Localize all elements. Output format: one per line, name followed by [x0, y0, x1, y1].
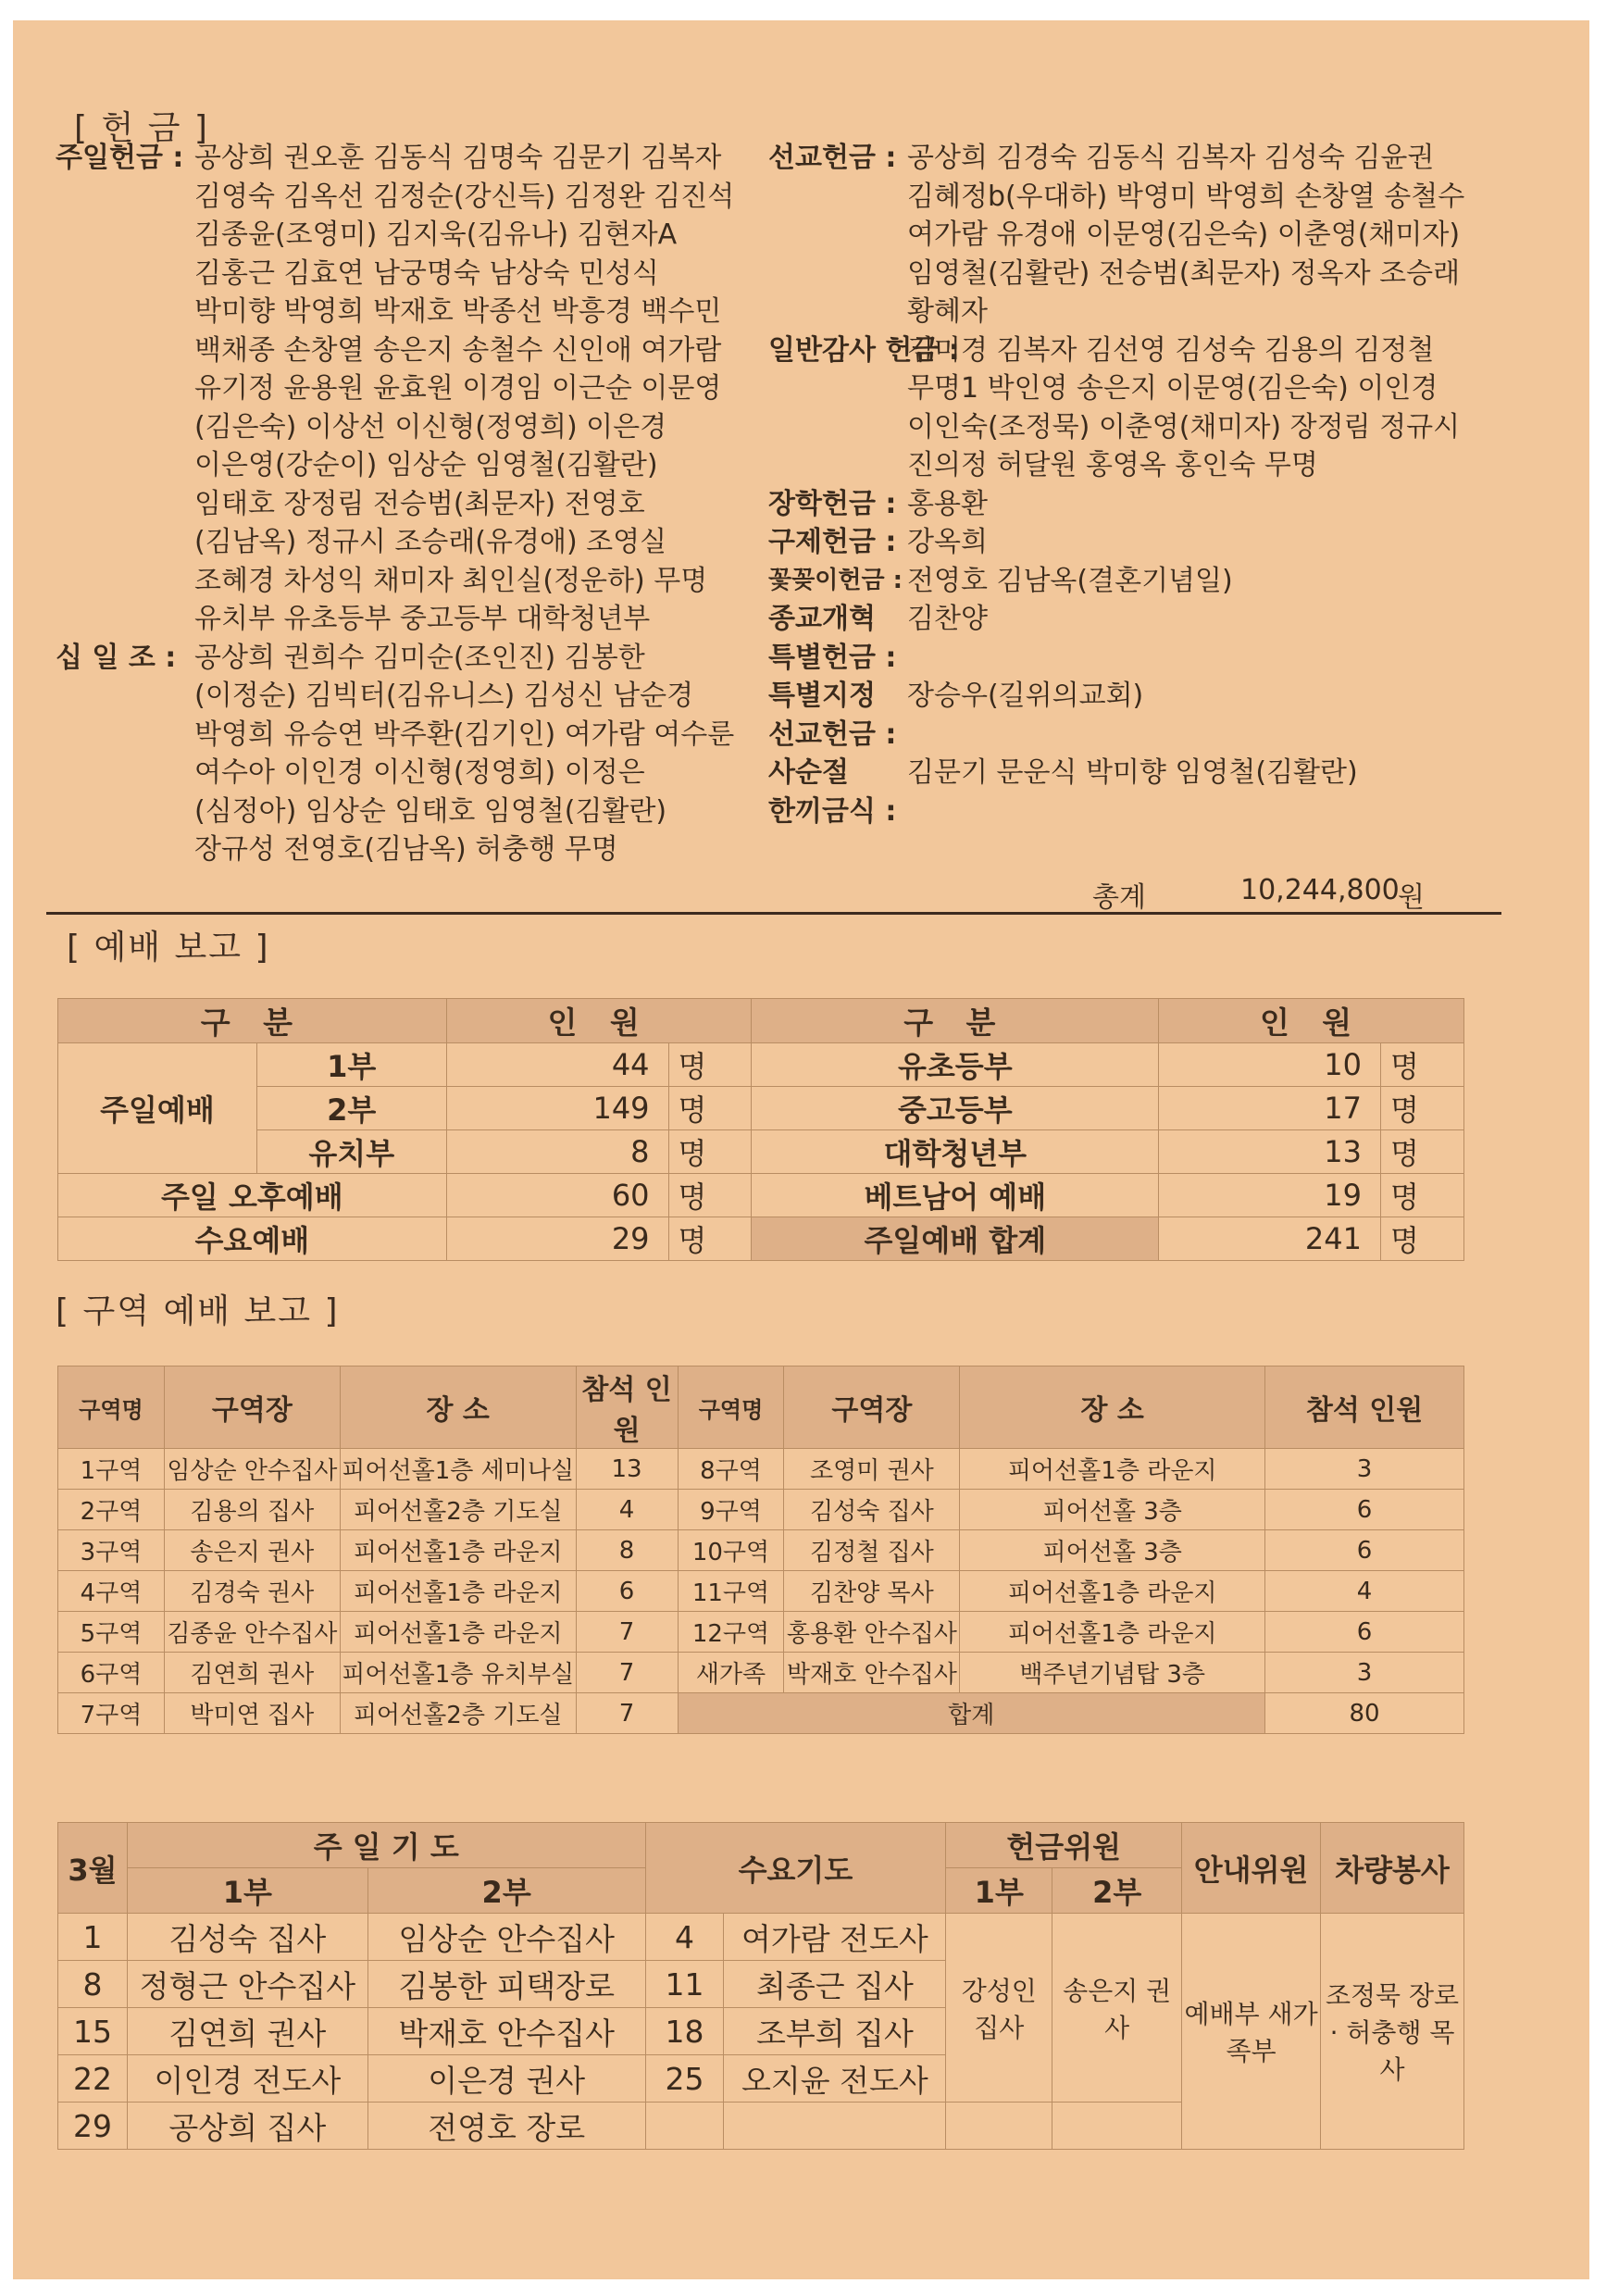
vehicle: 조정묵 장로 · 허충행 목사	[1321, 1914, 1464, 2150]
district-total-value: 80	[1265, 1693, 1464, 1734]
cell: 피어선홀2층 기도실	[340, 1693, 576, 1734]
cell: 이은경 권사	[367, 2055, 645, 2103]
sunday-label: 주일예배	[58, 1043, 257, 1174]
table-row	[58, 1217, 1464, 1261]
cell: 13	[576, 1449, 678, 1490]
count: 241	[1159, 1217, 1381, 1261]
offering-flower	[768, 562, 1518, 601]
offering-label: 한끼금식 :	[768, 794, 897, 828]
cell: 6구역	[58, 1653, 165, 1693]
cell: 피어선홀1층 라운지	[340, 1530, 576, 1571]
cell: 10구역	[678, 1530, 784, 1571]
cell: 정형근 안수집사	[127, 1961, 367, 2008]
count: 60	[446, 1174, 668, 1217]
cell: 피어선홀1층 라운지	[960, 1612, 1265, 1653]
cell: 1구역	[58, 1449, 165, 1490]
district-total-label: 합계	[678, 1693, 1265, 1734]
offering-mission	[768, 139, 1518, 331]
empty-cell	[645, 2103, 724, 2150]
offering-second-header: 2부	[1052, 1868, 1182, 1914]
cell: 피어선홀1층 라운지	[960, 1449, 1265, 1490]
cell: 임상순 안수집사	[367, 1914, 645, 1961]
row-label: 중고등부	[752, 1087, 1159, 1130]
col-header: 구역명	[678, 1366, 784, 1449]
row-label: 유치부	[256, 1130, 446, 1174]
offering-names: 전영호 김남옥(결혼기념일)	[907, 564, 1233, 597]
row-label: 유초등부	[752, 1043, 1159, 1087]
table-row	[58, 1530, 1464, 1571]
cell: 송은지 권사	[164, 1530, 340, 1571]
table-row	[58, 1612, 1464, 1653]
offering-total-label: 총계	[1092, 881, 1146, 914]
empty-cell	[724, 2103, 946, 2150]
second-service-header: 2부	[367, 1868, 645, 1914]
table-row	[58, 1130, 1464, 1174]
district-table	[57, 1366, 1464, 1734]
cell: 박재호 안수집사	[367, 2008, 645, 2055]
table-row	[58, 1449, 1464, 1490]
cell: 피어선홀1층 라운지	[340, 1571, 576, 1612]
wednesday-prayer-header: 수요기도	[645, 1823, 946, 1914]
count: 44	[446, 1043, 668, 1087]
offering-title: [ 헌 금 ]	[74, 109, 209, 147]
row-label: 대학청년부	[752, 1130, 1159, 1174]
cell: 이인경 전도사	[127, 2055, 367, 2103]
count: 10	[1159, 1043, 1381, 1087]
offering-relief	[768, 523, 1518, 562]
prayer-table	[57, 1822, 1464, 2150]
empty-cell	[946, 2103, 1052, 2150]
cell: 6	[1265, 1612, 1464, 1653]
worship-title: [ 예배 보고 ]	[67, 929, 270, 967]
offering-label: 사순절	[768, 756, 849, 789]
cell: 피어선홀 3층	[960, 1530, 1265, 1571]
cell: 홍용환 안수집사	[784, 1612, 960, 1653]
offering-label: 꽃꽂이헌금 :	[768, 566, 903, 594]
cell: 피어선홀1층 세미나실	[340, 1449, 576, 1490]
cell: 7	[576, 1653, 678, 1693]
cell: 4	[576, 1490, 678, 1530]
unit: 명	[1381, 1217, 1464, 1261]
cell: 7구역	[58, 1693, 165, 1734]
offering-names: 김미경 김복자 김선영 김성숙 김용의 김정철 무명1 박인영 송은지 이문영(김은숙) 이인경 이인숙(조정묵) 이춘영(채미자) 장정림 정규시 진의정 허달원 홍영옥 홍인숙 무명	[907, 333, 1461, 481]
cell: 새가족	[678, 1653, 784, 1693]
cell: 11구역	[678, 1571, 784, 1612]
row-label: 2부	[256, 1087, 446, 1130]
unit: 명	[668, 1087, 752, 1130]
month-header: 3월	[58, 1823, 128, 1914]
offering-names: 김찬양	[907, 603, 988, 635]
table-row	[58, 1571, 1464, 1612]
cell: 8구역	[678, 1449, 784, 1490]
offering-total-unit: 원	[1398, 881, 1425, 914]
cell: 피어선홀2층 기도실	[340, 1490, 576, 1530]
offering-total-value: 10,244,800	[1240, 874, 1400, 906]
offering-lent	[768, 754, 1518, 792]
col-header: 구역장	[164, 1366, 340, 1449]
date: 4	[645, 1914, 724, 1961]
offering-scholarship	[768, 485, 1518, 524]
offering-fasting	[768, 792, 1518, 831]
col-header: 구역장	[784, 1366, 960, 1449]
offering-label: 특별헌금 :	[768, 641, 897, 674]
date: 29	[58, 2103, 128, 2150]
cell: 3	[1265, 1449, 1464, 1490]
cell: 백주년기념탑 3층	[960, 1653, 1265, 1693]
cell: 김정철 집사	[784, 1530, 960, 1571]
col-header: 참석 인원	[1265, 1366, 1464, 1449]
first-service-header: 1부	[127, 1868, 367, 1914]
col-header: 인 원	[446, 999, 752, 1043]
cell: 12구역	[678, 1612, 784, 1653]
usher: 예배부 새가족부	[1182, 1914, 1321, 2150]
cell: 김성숙 집사	[127, 1914, 367, 1961]
cell: 피어선홀 3층	[960, 1490, 1265, 1530]
vehicle-header: 차량봉사	[1321, 1823, 1464, 1914]
cell: 김봉한 피택장로	[367, 1961, 645, 2008]
cell: 김찬양 목사	[784, 1571, 960, 1612]
cell: 조부희 집사	[724, 2008, 946, 2055]
cell: 8	[576, 1530, 678, 1571]
offering-label: 종교개혁	[768, 603, 876, 635]
cell: 박미연 집사	[164, 1693, 340, 1734]
cell: 공상희 집사	[127, 2103, 367, 2150]
date: 22	[58, 2055, 128, 2103]
cell: 김경숙 권사	[164, 1571, 340, 1612]
row-label: 수요예배	[58, 1217, 447, 1261]
row-label: 주일 오후예배	[58, 1174, 447, 1217]
col-header: 구 분	[752, 999, 1159, 1043]
col-header: 구역명	[58, 1366, 165, 1449]
offering-sunday	[56, 139, 741, 639]
sunday-prayer-header: 주 일 기 도	[127, 1823, 645, 1868]
date: 15	[58, 2008, 128, 2055]
offering-label: 구제헌금 :	[768, 526, 897, 558]
cell: 6	[1265, 1530, 1464, 1571]
unit: 명	[1381, 1087, 1464, 1130]
cell: 6	[576, 1571, 678, 1612]
unit: 명	[668, 1130, 752, 1174]
offering-names: 홍용환	[907, 487, 988, 520]
cell: 4구역	[58, 1571, 165, 1612]
cell: 김종윤 안수집사	[164, 1612, 340, 1653]
offering-label: 특별지정	[768, 680, 876, 712]
offering-second: 송은지 권사	[1052, 1914, 1182, 2103]
table-row	[58, 1174, 1464, 1217]
empty-cell	[1052, 2103, 1182, 2150]
cell: 3구역	[58, 1530, 165, 1571]
offering-label: 선교헌금 :	[768, 718, 897, 751]
cell: 전영호 장로	[367, 2103, 645, 2150]
usher-header: 안내위원	[1182, 1823, 1321, 1914]
count: 149	[446, 1087, 668, 1130]
offering-names: 공상희 권오훈 김동식 김명숙 김문기 김복자 김영숙 김옥선 김정순(강신득) 김정완 김진석 김종윤(조영미) 김지욱(김유나) 김현자A 김홍근 김효연 남궁명숙 남상숙 민성식 박미향 박영희 박재호 박종선 박흥경 백수민 백채종 손창열 송은지 송철수 신인애 여가람 유기정 윤용원 윤효원 이경임 이근순 이문영(김은숙) 이상선 이신형(정영희) 이은경 이은영(강순이) 임상순 임영철(김활란) 임태호 장정림 전승범(최문자) 전영호(김남옥) 정규시 조승래(유경애) 조영실 조혜경 차성익 채미자 최인실(정운하) 무명 유치부 유초등부 중고등부 대학청년부	[194, 142, 735, 635]
cell: 여가람 전도사	[724, 1914, 946, 1961]
date: 1	[58, 1914, 128, 1961]
col-header: 인 원	[1159, 999, 1464, 1043]
table-row	[58, 1043, 1464, 1087]
cell: 임상순 안수집사	[164, 1449, 340, 1490]
unit: 명	[1381, 1130, 1464, 1174]
cell: 오지윤 전도사	[724, 2055, 946, 2103]
cell: 최종근 집사	[724, 1961, 946, 2008]
cell: 4	[1265, 1571, 1464, 1612]
offering-tithe	[56, 639, 741, 869]
date: 25	[645, 2055, 724, 2103]
offering-special	[768, 639, 1518, 678]
cell: 김연희 권사	[164, 1653, 340, 1693]
cell: 7	[576, 1693, 678, 1734]
unit: 명	[1381, 1174, 1464, 1217]
offering-committee-header: 헌금위원	[946, 1823, 1182, 1868]
table-row	[58, 1490, 1464, 1530]
offering-designated	[768, 677, 1518, 716]
cell: 박재호 안수집사	[784, 1653, 960, 1693]
offering-label: 일반감사 헌금 :	[768, 333, 960, 367]
divider	[46, 912, 1501, 915]
count: 17	[1159, 1087, 1381, 1130]
offering-label: 선교헌금 :	[768, 142, 897, 174]
offering-first: 강성인 집사	[946, 1914, 1052, 2103]
col-header: 장 소	[340, 1366, 576, 1449]
count: 29	[446, 1217, 668, 1261]
offering-names: 강옥희	[907, 526, 988, 558]
row-label: 1부	[256, 1043, 446, 1087]
offering-names: 공상희 권희수 김미순(조인진) 김봉한(이정순) 김빅터(김유니스) 김성신 남순경 박영희 유승연 박주환(김기인) 여가람 여수룬 여수아 이인경 이신형(정영희) 이정은(심정아) 임상순 임태호 임영철(김활란) 장규성 전영호(김남옥) 허충행 무명	[194, 641, 735, 866]
offering-thanks	[768, 331, 1518, 485]
date: 8	[58, 1961, 128, 2008]
cell: 2구역	[58, 1490, 165, 1530]
offering-label: 주일헌금 :	[56, 142, 184, 174]
cell: 3	[1265, 1653, 1464, 1693]
offering-label: 십 일 조 :	[56, 641, 177, 674]
row-label: 베트남어 예배	[752, 1174, 1159, 1217]
count: 19	[1159, 1174, 1381, 1217]
offering-reformation	[768, 600, 1518, 639]
unit: 명	[668, 1217, 752, 1261]
offering-first-header: 1부	[946, 1868, 1052, 1914]
cell: 피어선홀1층 라운지	[340, 1612, 576, 1653]
cell: 김용의 집사	[164, 1490, 340, 1530]
table-row	[58, 1693, 1464, 1734]
col-header: 장 소	[960, 1366, 1265, 1449]
cell: 조영미 권사	[784, 1449, 960, 1490]
cell: 5구역	[58, 1612, 165, 1653]
offering-mission-2	[768, 716, 1518, 755]
count: 8	[446, 1130, 668, 1174]
offering-label: 장학헌금 :	[768, 487, 897, 520]
cell: 피어선홀1층 유치부실	[340, 1653, 576, 1693]
col-header: 구 분	[58, 999, 447, 1043]
unit: 명	[1381, 1043, 1464, 1087]
cell: 7	[576, 1612, 678, 1653]
cell: 김성숙 집사	[784, 1490, 960, 1530]
unit: 명	[668, 1043, 752, 1087]
date: 11	[645, 1961, 724, 2008]
unit: 명	[668, 1174, 752, 1217]
cell: 6	[1265, 1490, 1464, 1530]
date: 18	[645, 2008, 724, 2055]
row-label: 주일예배 합계	[752, 1217, 1159, 1261]
table-row	[58, 1914, 1464, 1961]
offering-names: 공상희 김경숙 김동식 김복자 김성숙 김윤권 김혜정b(우대하) 박영미 박영희 손창열 송철수 여가람 유경애 이문영(김은숙) 이춘영(채미자) 임영철(김활란) 전승범(최문자) 정옥자 조승래 황혜자	[907, 142, 1465, 328]
cell: 김연희 권사	[127, 2008, 367, 2055]
offering-names: 장승우(길위의교회)	[907, 680, 1144, 712]
cell: 9구역	[678, 1490, 784, 1530]
cell: 피어선홀1층 라운지	[960, 1571, 1265, 1612]
table-row	[58, 1087, 1464, 1130]
count: 13	[1159, 1130, 1381, 1174]
worship-table	[57, 998, 1464, 1261]
offering-names: 김문기 문운식 박미향 임영철(김활란)	[907, 756, 1358, 789]
table-row	[58, 1653, 1464, 1693]
district-title: [ 구역 예배 보고 ]	[56, 1292, 340, 1330]
col-header: 참석 인원	[576, 1366, 678, 1449]
